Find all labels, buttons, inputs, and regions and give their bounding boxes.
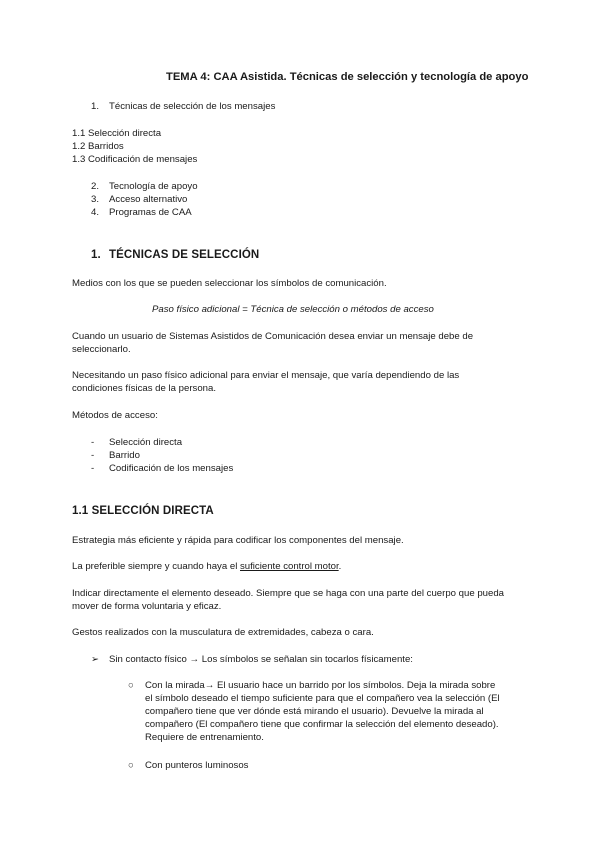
methods-label: Métodos de acceso: [72,410,158,421]
formula-text: Paso físico adicional = Técnica de selección o métodos de acceso [152,304,434,315]
index-item-text: Técnicas de selección de los mensajes [109,101,276,112]
method-item: Barrido [109,450,140,461]
document-title: TEMA 4: CAA Asistida. Técnicas de selección y tecnología de apoyo [166,71,529,83]
paragraph-line: condiciones físicas de la persona. [72,383,216,394]
sub-item-line: Requiere de entrenamiento. [145,732,264,743]
index-item-text: Acceso alternativo [109,194,188,205]
paragraph-line: seleccionarlo. [72,344,131,355]
paragraph-line: Cuando un usuario de Sistemas Asistidos de Comunicación desea enviar un mensaje debe de [72,331,474,342]
sub-item: Con punteros luminosos [145,760,249,771]
dash-bullet: - [91,450,95,461]
paragraph: Estrategia más eficiente y rápida para codificar los componentes del mensaje. [72,535,404,546]
paragraph-text: . [338,561,342,572]
section-heading: TÉCNICAS DE SELECCIÓN [109,249,260,261]
index-item-number: 4. [91,207,100,218]
paragraph: Medios con los que se pueden seleccionar los símbolos de comunicación. [72,278,387,289]
paragraph-line: Indicar directamente el elemento deseado. Siempre que se haga con una parte del cuerpo que pueda [72,588,505,599]
index-item-text: Programas de CAA [109,207,192,218]
sub-item-line: compañero (El compañero tiene que confirmar la selección del elemento deseado). [145,719,499,730]
index-item-number: 3. [91,194,100,205]
dash-bullet: - [91,463,95,474]
sub-item-line: Con la mirada→ El usuario hace un barrido por los símbolos. Deja la mirada sobre [145,680,496,691]
index-subitem: 1.3 Codificación de mensajes [72,154,198,165]
index-item-text: Tecnología de apoyo [109,181,198,192]
sub-item-line: compañero tiene que ver dónde está mirando el usuario). Devuelve la mirada al [145,706,484,717]
method-item: Selección directa [109,437,183,448]
paragraph [72,561,341,572]
paragraph-text: La preferible siempre y cuando haya el [72,561,240,572]
index-subitem: 1.1 Selección directa [72,128,162,139]
paragraph: Gestos realizados con la musculatura de extremidades, cabeza o cara. [72,627,374,638]
sub-item-line: el símbolo deseado el tiempo suficiente para que el compañero vea la selección (El [145,693,500,704]
paragraph-line: mover de forma voluntaria y eficaz. [72,601,222,612]
circle-bullet: ○ [128,680,134,691]
index-item-number: 2. [91,181,100,192]
arrow-bullet: ➢ [91,654,100,665]
index-item-number: 1. [91,101,100,112]
paragraph-line: Necesitando un paso físico adicional para enviar el mensaje, que varía dependiendo de las [72,370,460,381]
section-number: 1. [91,249,101,261]
method-item: Codificación de los mensajes [109,463,234,474]
index-subitem: 1.2 Barridos [72,141,124,152]
circle-bullet: ○ [128,760,134,771]
underlined-text: suficiente control motor [240,561,339,572]
dash-bullet: - [91,437,95,448]
list-item: Sin contacto físico → Los símbolos se señalan sin tocarlos físicamente: [109,654,413,665]
subsection-heading: 1.1 SELECCIÓN DIRECTA [72,505,214,517]
